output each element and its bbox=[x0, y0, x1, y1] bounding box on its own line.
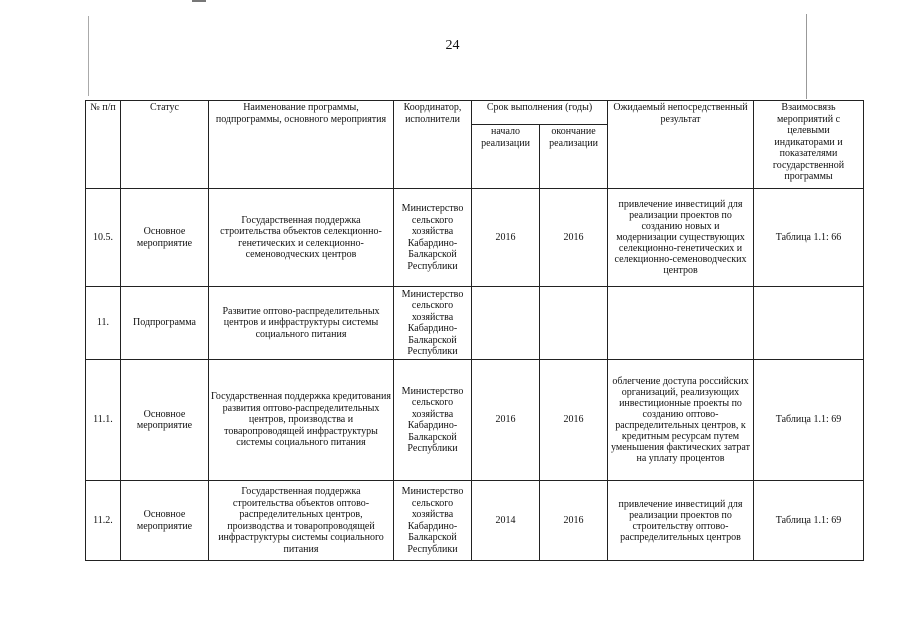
header-result: Ожидаемый непосредственный результат bbox=[608, 101, 754, 189]
row-coordinator: Министерство сельского хозяйства Кабардино-Балкарской Республики bbox=[394, 287, 472, 360]
row-status: Подпрограмма bbox=[121, 287, 209, 360]
row-link bbox=[754, 287, 864, 360]
row-end: 2016 bbox=[540, 360, 608, 481]
scan-line-left bbox=[88, 16, 89, 96]
row-status: Основное мероприятие bbox=[121, 189, 209, 287]
header-period-start: начало реализации bbox=[472, 125, 540, 189]
row-result bbox=[608, 287, 754, 360]
table-row bbox=[86, 360, 864, 481]
row-status: Основное мероприятие bbox=[121, 481, 209, 561]
row-start: 2014 bbox=[472, 481, 540, 561]
header-coordinator: Координатор, исполнители bbox=[394, 101, 472, 189]
row-end: 2016 bbox=[540, 481, 608, 561]
row-coordinator: Министерство сельского хозяйства Кабардино-Балкарской Республики bbox=[394, 481, 472, 561]
row-num: 10.5. bbox=[86, 189, 121, 287]
row-result: привлечение инвестиций для реализации проектов по созданию новых и модернизации существующих селекционно-генетических и селекционно-семеноводческих центров bbox=[608, 189, 754, 287]
program-activities-table bbox=[85, 100, 864, 561]
table-row bbox=[86, 189, 864, 287]
row-link: Таблица 1.1: 66 bbox=[754, 189, 864, 287]
scan-line-right bbox=[806, 14, 807, 99]
row-start: 2016 bbox=[472, 360, 540, 481]
row-start bbox=[472, 287, 540, 360]
row-link: Таблица 1.1: 69 bbox=[754, 481, 864, 561]
row-coordinator: Министерство сельского хозяйства Кабардино-Балкарской Республики bbox=[394, 189, 472, 287]
row-name: Государственная поддержка строительства объектов оптово-распределительных центров, производства и товаропроводящей инфраструктуры системы социального питания bbox=[209, 481, 394, 561]
header-link: Взаимосвязь мероприятий с целевыми индикаторами и показателями государственной программы bbox=[754, 101, 864, 189]
row-num: 11.1. bbox=[86, 360, 121, 481]
table-header-row bbox=[86, 101, 864, 125]
row-end: 2016 bbox=[540, 189, 608, 287]
header-num: № п/п bbox=[86, 101, 121, 189]
row-coordinator: Министерство сельского хозяйства Кабардино-Балкарской Республики bbox=[394, 360, 472, 481]
header-period-end: окончание реализации bbox=[540, 125, 608, 189]
row-result: облегчение доступа российских организаций, реализующих инвестиционные проекты по созданию оптово-распределительных центров, к кредитным ресурсам путем уменьшения фактических затрат на уплату процентов bbox=[608, 360, 754, 481]
header-status: Статус bbox=[121, 101, 209, 189]
row-name: Государственная поддержка кредитования развития оптово-распределительных центров, производства и товаропроводящей инфраструктуры системы социального питания bbox=[209, 360, 394, 481]
page-number: 24 bbox=[445, 38, 460, 53]
row-start: 2016 bbox=[472, 189, 540, 287]
row-num: 11. bbox=[86, 287, 121, 360]
table-row bbox=[86, 481, 864, 561]
scan-line-top bbox=[192, 0, 206, 2]
row-result: привлечение инвестиций для реализации проектов по строительству оптово-распределительных центров bbox=[608, 481, 754, 561]
row-num: 11.2. bbox=[86, 481, 121, 561]
header-name: Наименование программы, подпрограммы, основного мероприятия bbox=[209, 101, 394, 189]
row-end bbox=[540, 287, 608, 360]
row-name: Государственная поддержка строительства объектов селекционно-генетических и селекционно-семеноводческих центров bbox=[209, 189, 394, 287]
row-link: Таблица 1.1: 69 bbox=[754, 360, 864, 481]
row-status: Основное мероприятие bbox=[121, 360, 209, 481]
header-period: Срок выполнения (годы) bbox=[472, 101, 608, 125]
table-row bbox=[86, 287, 864, 360]
row-name: Развитие оптово-распределительных центров и инфраструктуры системы социального питания bbox=[209, 287, 394, 360]
